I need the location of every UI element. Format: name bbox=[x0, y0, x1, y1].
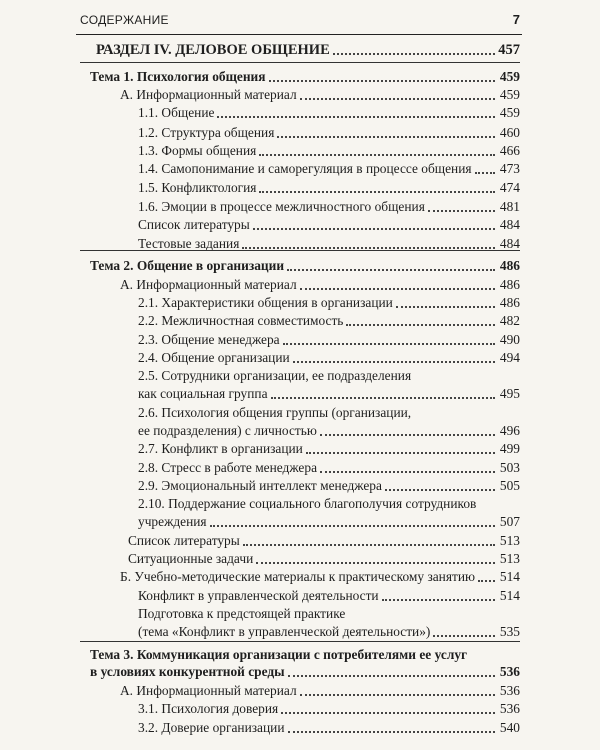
toc-entry[interactable] bbox=[138, 125, 520, 141]
toc-entry[interactable] bbox=[138, 441, 520, 457]
toc-entry-multiline bbox=[138, 496, 520, 512]
toc-page: 459 bbox=[499, 69, 520, 84]
toc-page: 459 bbox=[499, 87, 520, 102]
toc-label: ее подразделения) с личностью bbox=[138, 423, 317, 438]
toc-label: А. Информационный материал bbox=[120, 683, 297, 698]
toc-page: 513 bbox=[499, 533, 520, 548]
toc-label: РАЗДЕЛ IV. ДЕЛОВОЕ ОБЩЕНИЕ bbox=[96, 42, 330, 58]
toc-label: 1.3. Формы общения bbox=[138, 143, 257, 158]
toc-page: 495 bbox=[499, 386, 520, 401]
toc-page: 514 bbox=[499, 588, 520, 603]
toc-page: 466 bbox=[499, 143, 520, 158]
page-number: 7 bbox=[512, 12, 520, 27]
toc-label-line: 2.6. Психология общения группы (организации, bbox=[138, 405, 412, 420]
toc-entry[interactable] bbox=[138, 332, 520, 348]
toc-label: 3.2. Доверие организации bbox=[138, 720, 285, 735]
toc-label: 2.8. Стресс в работе менеджера bbox=[138, 460, 318, 475]
toc-label: 2.3. Общение менеджера bbox=[138, 332, 280, 347]
toc-page: 482 bbox=[499, 313, 520, 328]
toc-page: 505 bbox=[499, 478, 520, 493]
toc-page: 499 bbox=[499, 441, 520, 456]
toc-page: 536 bbox=[499, 683, 520, 698]
toc-entry[interactable] bbox=[138, 161, 520, 177]
toc-page: 540 bbox=[499, 720, 520, 735]
toc-entry[interactable] bbox=[128, 551, 520, 567]
header-title: СОДЕРЖАНИЕ bbox=[80, 13, 169, 27]
toc-entry[interactable] bbox=[138, 460, 520, 476]
toc-label: 1.4. Самопонимание и саморегуляция в процессе общения bbox=[138, 161, 472, 176]
toc-entry[interactable] bbox=[138, 105, 520, 121]
toc-label-line: Тема 3. Коммуникация организации с потребителями ее услуг bbox=[90, 647, 468, 662]
toc-label: как социальная группа bbox=[138, 386, 268, 401]
running-header bbox=[76, 8, 522, 35]
toc-page: 514 bbox=[499, 569, 520, 584]
toc-page: 460 bbox=[499, 125, 520, 140]
toc-entry[interactable] bbox=[120, 277, 520, 293]
toc-label: А. Информационный материал bbox=[120, 277, 297, 292]
toc-label-line: 2.10. Поддержание социального благополучия сотрудников bbox=[138, 496, 477, 511]
toc-entry[interactable] bbox=[138, 423, 520, 439]
toc-page: 484 bbox=[499, 236, 520, 251]
toc-entry[interactable] bbox=[138, 180, 520, 196]
toc-entry[interactable] bbox=[138, 624, 520, 640]
toc-label: Конфликт в управленческой деятельности bbox=[138, 588, 379, 603]
toc-label: в условиях конкурентной среды bbox=[90, 664, 285, 679]
toc-page: 486 bbox=[499, 295, 520, 310]
toc-page: 474 bbox=[499, 180, 520, 195]
toc-section-4[interactable] bbox=[96, 42, 520, 58]
toc-entry[interactable] bbox=[138, 386, 520, 402]
toc-page: 535 bbox=[499, 624, 520, 639]
toc-label: 1.1. Общение bbox=[138, 105, 215, 120]
toc-label: Список литературы bbox=[138, 217, 250, 232]
separator-line bbox=[80, 62, 520, 63]
toc-page: 486 bbox=[499, 277, 520, 292]
toc-label: 2.2. Межличностная совместимость bbox=[138, 313, 344, 328]
toc-label: (тема «Конфликт в управленческой деятельности») bbox=[138, 624, 431, 639]
toc-entry[interactable] bbox=[138, 350, 520, 366]
toc-page: 503 bbox=[499, 460, 520, 475]
toc-label: Тема 1. Психология общения bbox=[90, 69, 266, 84]
toc-page: 490 bbox=[499, 332, 520, 347]
toc-topic-3[interactable] bbox=[90, 664, 520, 680]
toc-entry[interactable] bbox=[138, 199, 520, 215]
toc-entry[interactable] bbox=[138, 217, 520, 233]
toc-page: 459 bbox=[499, 105, 520, 120]
toc-entry[interactable] bbox=[138, 701, 520, 717]
toc-page: 513 bbox=[499, 551, 520, 566]
toc-label: 1.2. Структура общения bbox=[138, 125, 275, 140]
toc-label: учреждения bbox=[138, 514, 207, 529]
toc-page: 494 bbox=[499, 350, 520, 365]
toc-entry[interactable] bbox=[120, 87, 520, 103]
toc-label-line: 2.5. Сотрудники организации, ее подразделения bbox=[138, 368, 412, 383]
toc-page: 536 bbox=[499, 664, 520, 679]
separator-line bbox=[80, 641, 520, 642]
toc-entry-multiline bbox=[138, 405, 520, 421]
toc-entry[interactable] bbox=[120, 569, 520, 585]
toc-label-line: Подготовка к предстоящей практике bbox=[138, 606, 346, 621]
toc-entry[interactable] bbox=[138, 295, 520, 311]
toc-entry[interactable] bbox=[138, 720, 520, 736]
toc-topic-3-multiline bbox=[90, 647, 520, 663]
toc-page: 473 bbox=[499, 161, 520, 176]
toc-label: 3.1. Психология доверия bbox=[138, 701, 279, 716]
toc-label: Тестовые задания bbox=[138, 236, 240, 251]
toc-entry[interactable] bbox=[128, 533, 520, 549]
toc-entry-multiline bbox=[138, 606, 520, 622]
toc-page: 536 bbox=[499, 701, 520, 716]
toc-entry[interactable] bbox=[138, 478, 520, 494]
toc-entry[interactable] bbox=[138, 143, 520, 159]
toc-page: 507 bbox=[499, 514, 520, 529]
toc-label: Список литературы bbox=[128, 533, 240, 548]
toc-label: 1.6. Эмоции в процессе межличностного общения bbox=[138, 199, 425, 214]
toc-page: 486 bbox=[499, 258, 520, 273]
toc-label: Тема 2. Общение в организации bbox=[90, 258, 285, 273]
toc-label: 2.7. Конфликт в организации bbox=[138, 441, 303, 456]
toc-topic-2[interactable] bbox=[90, 258, 520, 274]
toc-page: 481 bbox=[499, 199, 520, 214]
toc-label: Ситуационные задачи bbox=[128, 551, 254, 566]
toc-page: 484 bbox=[499, 217, 520, 232]
toc-label: Б. Учебно-методические материалы к практическому занятию bbox=[120, 569, 476, 584]
toc-entry[interactable] bbox=[120, 683, 520, 699]
toc-page: 496 bbox=[499, 423, 520, 438]
toc-page: 457 bbox=[498, 42, 520, 58]
separator-line bbox=[80, 250, 520, 251]
toc-label: А. Информационный материал bbox=[120, 87, 297, 102]
toc-entry-multiline bbox=[138, 368, 520, 384]
toc-label: 2.1. Характеристики общения в организации bbox=[138, 295, 393, 310]
toc-topic-1[interactable] bbox=[90, 69, 520, 85]
toc-label: 1.5. Конфликтология bbox=[138, 180, 257, 195]
toc-label: 2.4. Общение организации bbox=[138, 350, 290, 365]
toc-entry[interactable] bbox=[138, 514, 520, 530]
toc-entry[interactable] bbox=[138, 313, 520, 329]
toc-label: 2.9. Эмоциональный интеллект менеджера bbox=[138, 478, 382, 493]
toc-entry[interactable] bbox=[138, 588, 520, 604]
